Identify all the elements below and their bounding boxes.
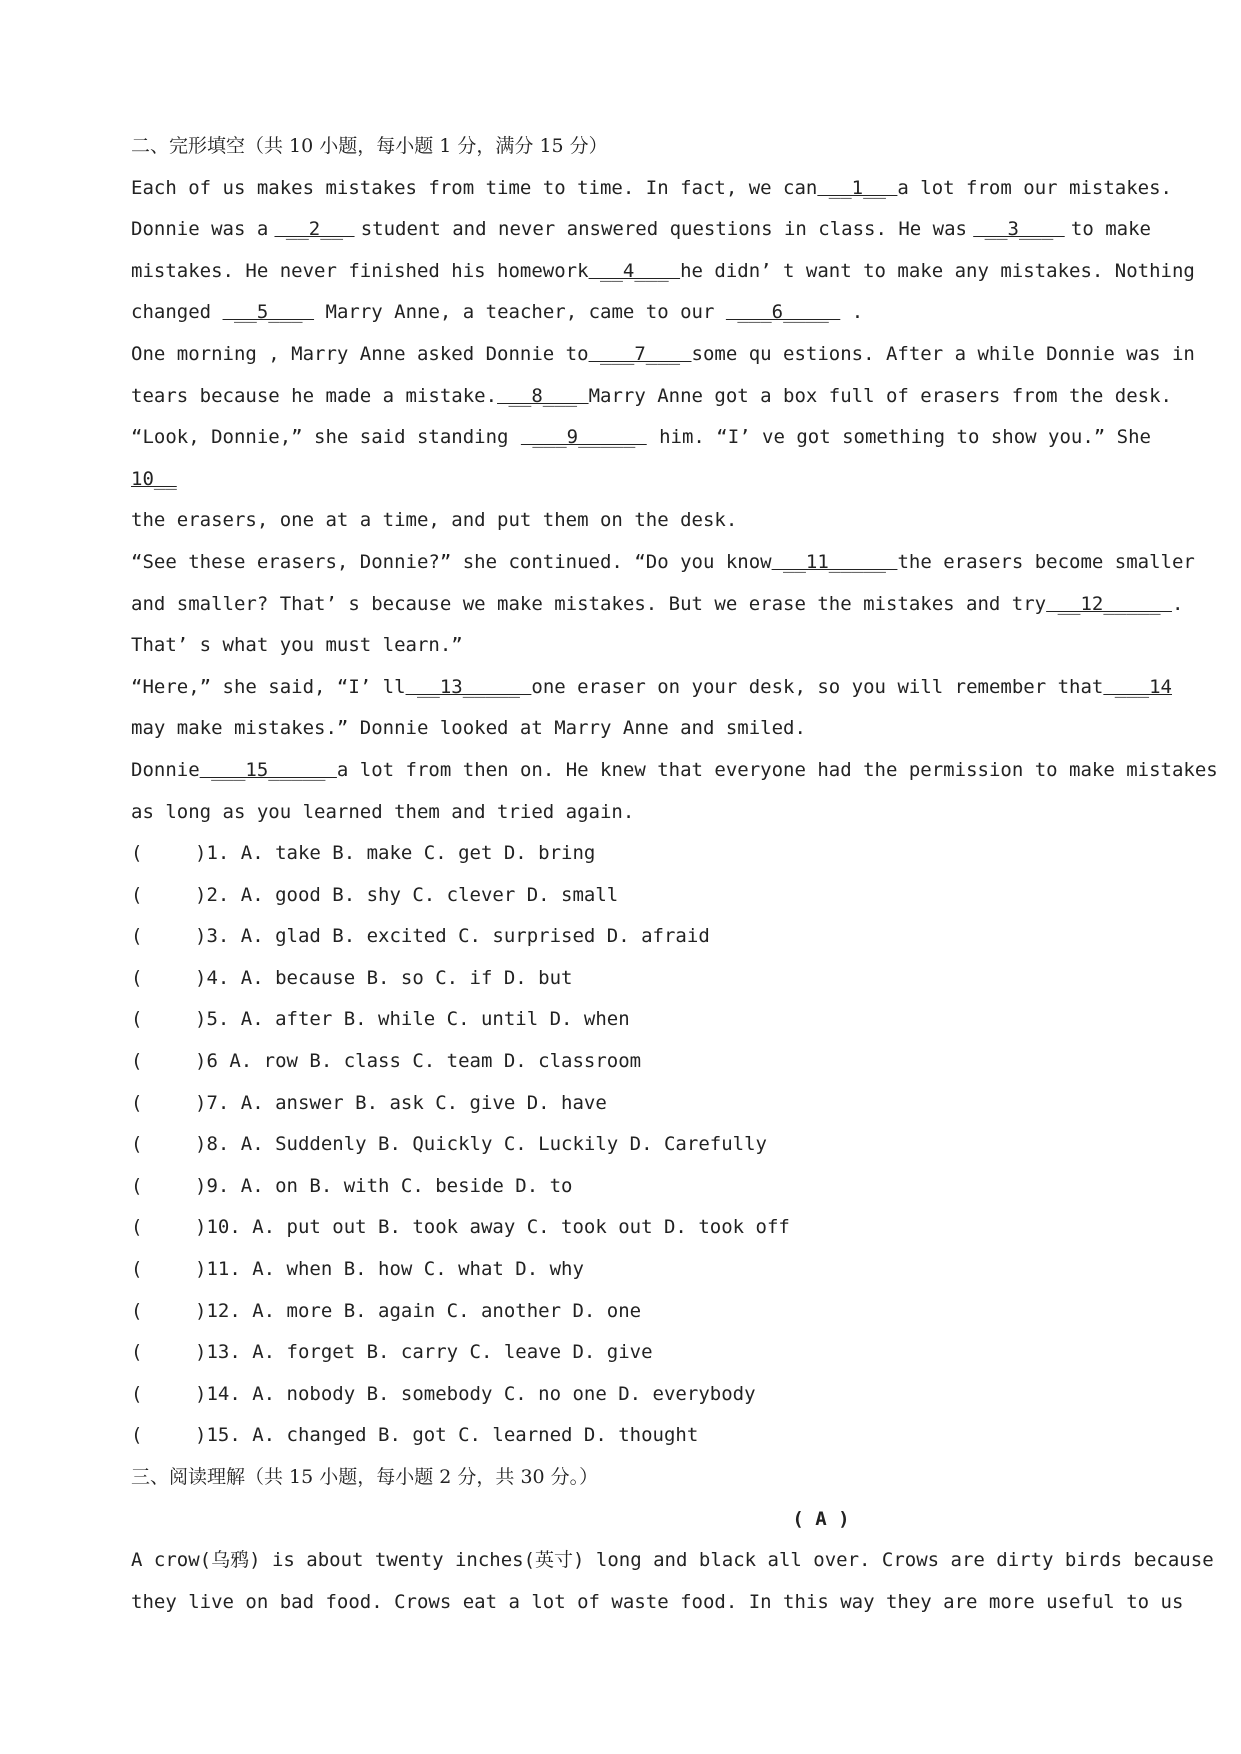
blank-11[interactable]: __11_____ xyxy=(771,550,898,573)
answer-paren[interactable]: ( xyxy=(131,883,143,906)
passage-line-15: Donnie ___15_____ a lot from then on. He knew that everyone had the permission to make mistakes xyxy=(131,750,1151,792)
answer-paren[interactable]: ( xyxy=(131,1133,143,1156)
blank-7[interactable]: ___7___ xyxy=(588,342,692,365)
answer-paren[interactable]: ( xyxy=(131,1174,143,1197)
option-row xyxy=(131,1166,1151,1208)
answer-paren[interactable]: ( xyxy=(131,1258,143,1281)
answer-paren[interactable]: ( xyxy=(131,1216,143,1239)
option-text: )10. A. put out B. took away C. took out D. took off xyxy=(195,1216,790,1239)
blank-3[interactable]: __3___ xyxy=(973,218,1065,241)
option-text: )1. A. take B. make C. get D. bring xyxy=(195,842,596,865)
passage-line-1: Each of us makes mistakes from time to time. In fact, we can __1__ a lot from our mistakes. xyxy=(131,168,1151,210)
option-text: )2. A. good B. shy C. clever D. small xyxy=(195,883,619,906)
passage-line-16: as long as you learned them and tried again. xyxy=(131,800,635,823)
blank-12[interactable]: __12_____ xyxy=(1046,592,1172,615)
option-text: )4. A. because B. so C. if D. but xyxy=(195,966,573,989)
reading-a-line-1: A crow(乌鸦) is about twenty inches(英寸) long and black all over. Crows are dirty birds because xyxy=(131,1549,1214,1572)
passage-line-6: tears because he made a mistake. __8___ Marry Anne got a box full of erasers from the desk. xyxy=(131,376,1151,418)
passage-line-14: may make mistakes.” Donnie looked at Marry Anne and smiled. xyxy=(131,717,806,740)
answer-paren[interactable]: ( xyxy=(131,925,143,948)
option-row xyxy=(131,833,1151,875)
blank-15[interactable]: ___15_____ xyxy=(199,758,337,781)
answer-paren[interactable]: ( xyxy=(131,1424,143,1447)
section3-header: 三、阅读理解（共 15 小题，每小题 2 分，共 30 分。） xyxy=(131,1466,599,1488)
blank-9[interactable]: ___9_____ xyxy=(520,426,647,449)
option-row xyxy=(131,999,1151,1041)
answer-paren[interactable]: ( xyxy=(131,1382,143,1405)
option-text: )7. A. answer B. ask C. give D. have xyxy=(195,1091,607,1114)
passage-line-12: That’ s what you must learn.” xyxy=(131,634,463,657)
option-row xyxy=(131,875,1151,917)
answer-paren[interactable]: ( xyxy=(131,1050,143,1073)
answer-paren[interactable]: ( xyxy=(131,966,143,989)
option-text: )8. A. Suddenly B. Quickly C. Luckily D. Carefully xyxy=(195,1133,767,1156)
part-a-heading xyxy=(131,1499,1151,1541)
passage-line-9: the erasers, one at a time, and put them on the desk. xyxy=(131,509,738,532)
answer-paren[interactable]: ( xyxy=(131,1008,143,1031)
passage-line-10: “See these erasers, Donnie?” she continued. “Do you know __11_____ the erasers become smaller xyxy=(131,542,1151,584)
blank-8[interactable]: __8___ xyxy=(497,384,589,407)
option-row xyxy=(131,958,1151,1000)
option-text: )6 A. row B. class C. team D. classroom xyxy=(195,1050,642,1073)
option-text: )5. A. after B. while C. until D. when xyxy=(195,1008,630,1031)
option-row xyxy=(131,1332,1151,1374)
passage-line-3: mistakes. He never finished his homework __4___ he didn’ t want to make any mistakes. Nothing xyxy=(131,251,1151,293)
option-text: )13. A. forget B. carry C. leave D. give xyxy=(195,1341,653,1364)
option-text: )3. A. glad B. excited C. surprised D. afraid xyxy=(195,925,710,948)
passage-line-4: changed __5___ Marry Anne, a teacher, came to our ___6____ . xyxy=(131,301,864,324)
option-row xyxy=(131,1041,1151,1083)
passage-line-5: One morning , Marry Anne asked Donnie to ___7___ some qu estions. After a while Donnie was in xyxy=(131,334,1151,376)
blank-14[interactable]: ___14 xyxy=(1103,675,1172,698)
option-row xyxy=(131,1374,1151,1416)
option-text: )14. A. nobody B. somebody C. no one D. everybody xyxy=(195,1382,756,1405)
blank-5[interactable]: __5___ xyxy=(222,301,315,324)
passage-line-2: Donnie was a __2__ student and never answered questions in class. He was __3___ to make xyxy=(131,209,1151,251)
part-a-label: ( A ) xyxy=(792,1507,850,1530)
option-text: )11. A. when B. how C. what D. why xyxy=(195,1258,584,1281)
blank-13[interactable]: __13_____ xyxy=(405,675,532,698)
option-text: )9. A. on B. with C. beside D. to xyxy=(195,1174,573,1197)
answer-paren[interactable]: ( xyxy=(131,1299,143,1322)
passage-line-11: and smaller? That’ s because we make mistakes. But we erase the mistakes and try __12_____ . xyxy=(131,584,1151,626)
passage-line-13: “Here,” she said, “I’ ll __13_____ one eraser on your desk, so you will remember that ___14 xyxy=(131,667,1151,709)
exam-page xyxy=(131,126,1218,1623)
passage-line-7: “Look, Donnie,” she said standing ___9_____ him. “I’ ve got something to show you.” She xyxy=(131,417,1151,459)
reading-a-line-2: they live on bad food. Crows eat a lot of waste food. In this way they are more useful to us xyxy=(131,1590,1184,1613)
option-text: )15. A. changed B. got C. learned D. thought xyxy=(195,1424,699,1447)
answer-paren[interactable]: ( xyxy=(131,842,143,865)
blank-6[interactable]: ___6____ xyxy=(725,301,841,324)
option-text: )12. A. more B. again C. another D. one xyxy=(195,1299,642,1322)
option-row xyxy=(131,1291,1151,1333)
blank-1[interactable]: __1__ xyxy=(817,176,898,199)
option-row xyxy=(131,1124,1151,1166)
option-row xyxy=(131,1083,1151,1125)
blank-4[interactable]: __4___ xyxy=(588,259,681,282)
blank-2[interactable]: __2__ xyxy=(274,218,355,241)
answer-paren[interactable]: ( xyxy=(131,1341,143,1364)
option-row xyxy=(131,1415,1151,1457)
option-row xyxy=(131,1249,1151,1291)
section2-header: 二、完形填空（共 10 小题，每小题 1 分，满分 15 分） xyxy=(131,135,608,157)
option-row xyxy=(131,916,1151,958)
passage-line-8 xyxy=(131,459,1151,501)
blank-10[interactable]: 10__ xyxy=(131,467,177,490)
option-row xyxy=(131,1207,1151,1249)
answer-paren[interactable]: ( xyxy=(131,1091,143,1114)
